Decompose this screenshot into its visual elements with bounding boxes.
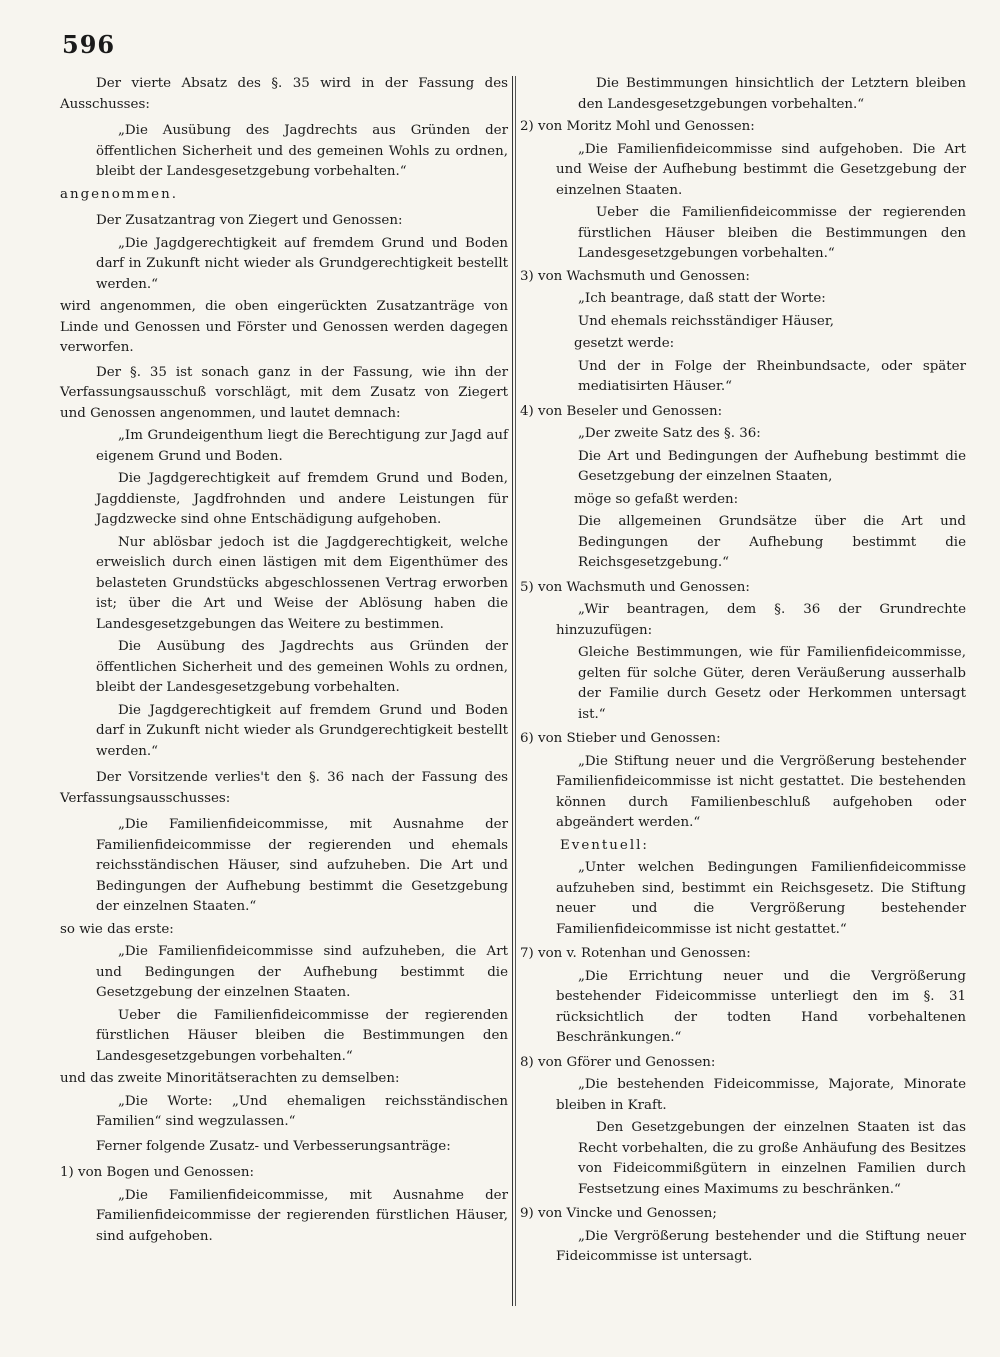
paragraph: möge so gefaßt werden: [574,491,739,507]
column-divider-inner [515,76,516,1306]
list-item: 4) von Beseler und Genossen: [520,403,723,419]
list-item: 2) von Moritz Mohl und Genossen: [520,119,755,134]
list-item: 8) von Gförer und Genossen: [520,1054,716,1070]
paragraph: und das zweite Minoritätserachten zu demselben: [60,1071,400,1086]
quote: Und der in Folge der Rheinbundsacte, oder später mediatisirten Häuser.“ [578,358,966,394]
quote: „Der zweite Satz des §. 36: [578,426,761,441]
quote: Nur ablösbar jedoch ist die Jagdgerechtigkeit, welche erweislich durch einen lästigen mit dem Eigenthümer des belasteten Grundstücks abgeschlossenen Vertrag erworben ist; über die Art und Weise der Ablösung haben die Landesgesetzgebungen das Weitere zu bestimmen. [96,534,508,632]
left-column [60,74,508,1249]
quote: „Die Familienfideicommisse sind aufzuheben, die Art und Bedingungen der Aufhebung bestimmt die Gesetzgebung der einzelnen Staaten. [96,944,508,1000]
list-item: 5) von Wachsmuth und Genossen: [520,579,750,595]
quote: Die Jagdgerechtigkeit auf fremdem Grund und Boden darf in Zukunft nicht wieder als Grundgerechtigkeit bestellt werden.“ [96,702,508,759]
list-item: 3) von Wachsmuth und Genossen: [520,268,750,284]
quote: Und ehemals reichsständiger Häuser, [578,313,835,329]
paragraph: Der Vorsitzende verlies't den §. 36 nach der Fassung des Verfassungsausschusses: [60,770,508,806]
paragraph: gesetzt werde: [574,336,675,351]
quote: „Die Errichtung neuer und die Vergrößerung bestehender Fideicommisse unterliegt den im §. 31 rücksichtlich der todten Hand vorbehaltenen Beschränkungen.“ [556,968,966,1045]
paragraph: angenommen. [60,186,178,202]
quote: „Ich beantrage, daß statt der Worte: [578,291,826,306]
quote: Den Gesetzgebungen der einzelnen Staaten ist das Recht vorbehalten, die zu große Anhäufung des Besitzes von Fideicommißgütern in einzelnen Familien durch Festsetzung eines Maximums zu beschränken.“ [578,1120,966,1197]
list-item: 7) von v. Rotenhan und Genossen: [520,946,751,961]
list-item: 1) von Bogen und Genossen: [60,1165,254,1180]
paragraph: Der §. 35 ist sonach ganz in der Fassung, wie ihn der Verfassungsausschuß vorschlägt, mit dem Zusatz von Ziegert und Genossen angenommen, und lautet demnach: [60,364,508,421]
quote: „Die bestehenden Fideicommisse, Majorate, Minorate bleiben in Kraft. [556,1077,966,1113]
list-item: 6) von Stieber und Genossen: [520,731,721,746]
quote: „Wir beantragen, dem §. 36 der Grundrechte hinzuzufügen: [556,602,966,638]
quote: „Die Stiftung neuer und die Vergrößerung bestehender Familienfideicommisse ist nicht gestattet. Die bestehenden können durch Familienbeschluß aufgehoben oder abgeändert werden.“ [556,753,966,830]
paragraph: Eventuell: [560,837,649,853]
quote: Die Jagdgerechtigkeit auf fremdem Grund und Boden, Jagddienste, Jagdfrohnden und andere Leistungen für Jagdzwecke sind ohne Entschädigung aufgehoben. [96,471,508,527]
quote: Die Ausübung des Jagdrechts aus Gründen der öffentlichen Sicherheit und des gemeinen Wohls zu ordnen, bleibt der Landesgesetzgebung vorbehalten. [96,639,508,695]
quote: „Die Ausübung des Jagdrechts aus Gründen der öffentlichen Sicherheit und des gemeinen Wohls zu ordnen, bleibt der Landesgesetzgebung vorbehalten.“ [96,123,508,179]
right-column [520,74,966,1270]
quote: Ueber die Familienfideicommisse der regierenden fürstlichen Häuser bleiben die Bestimmungen den Landesgesetzgebungen vorbehalten.“ [96,1007,508,1064]
quote: „Die Jagdgerechtigkeit auf fremdem Grund und Boden darf in Zukunft nicht wieder als Grundgerechtigkeit bestellt werden.“ [96,235,508,292]
page-number: 596 [62,30,116,59]
quote: Die Bestimmungen hinsichtlich der Letztern bleiben den Landesgesetzgebungen vorbehalten.“ [578,76,966,112]
paragraph: wird angenommen, die oben eingerückten Zusatzanträge von Linde und Genossen und Förster und Genossen werden dagegen verworfen. [60,299,508,355]
quote: „Die Familienfideicommisse, mit Ausnahme der Familienfideicommisse der regierenden und ehemals reichsständischen Häuser, sind aufzuheben. Die Art und Bedingungen der Aufhebung bestimmt die Gesetzgebung der einzelnen Staaten.“ [96,817,508,914]
quote: „Die Familienfideicommisse, mit Ausnahme der Familienfideicommisse der regierenden fürstlichen Häuser, sind aufgehoben. [96,1187,508,1244]
paragraph: Der vierte Absatz des §. 35 wird in der Fassung des Ausschusses: [60,76,508,112]
list-item: 9) von Vincke und Genossen; [520,1206,717,1221]
quote: „Die Vergrößerung bestehender und die Stiftung neuer Fideicommisse ist untersagt. [556,1228,966,1264]
quote: „Die Worte: „Und ehemaligen reichsständischen Familien“ sind wegzulassen.“ [96,1093,508,1129]
quote: Die Art und Bedingungen der Aufhebung bestimmt die Gesetzgebung der einzelnen Staaten, [578,448,966,484]
paragraph: Ferner folgende Zusatz- und Verbesserungsanträge: [96,1138,451,1154]
quote: „Unter welchen Bedingungen Familienfideicommisse aufzuheben sind, bestimmt ein Reichsgesetz. Die Stiftung neuer und die Vergrößerung bestehender Familienfideicommisse ist nicht gestattet.“ [556,860,966,937]
quote: „Die Familienfideicommisse sind aufgehoben. Die Art und Weise der Aufhebung bestimmt die Gesetzgebung der einzelnen Staaten. [556,141,966,198]
quote: „Im Grundeigenthum liegt die Berechtigung zur Jagd auf eigenem Grund und Boden. [96,428,508,464]
quote: Die allgemeinen Grundsätze über die Art und Bedingungen der Aufhebung bestimmt die Reichsgesetzgebung.“ [578,514,966,570]
column-divider [512,76,513,1306]
quote: Gleiche Bestimmungen, wie für Familienfideicommisse, gelten für solche Güter, deren Veräußerung ausserhalb der Familie durch Gesetz oder Herkommen untersagt ist.“ [578,645,966,722]
paragraph: so wie das erste: [60,921,174,937]
paragraph: Der Zusatzantrag von Ziegert und Genossen: [96,213,403,228]
quote: Ueber die Familienfideicommisse der regierenden fürstlichen Häuser bleiben die Bestimmungen den Landesgesetzgebungen vorbehalten.“ [578,205,966,261]
